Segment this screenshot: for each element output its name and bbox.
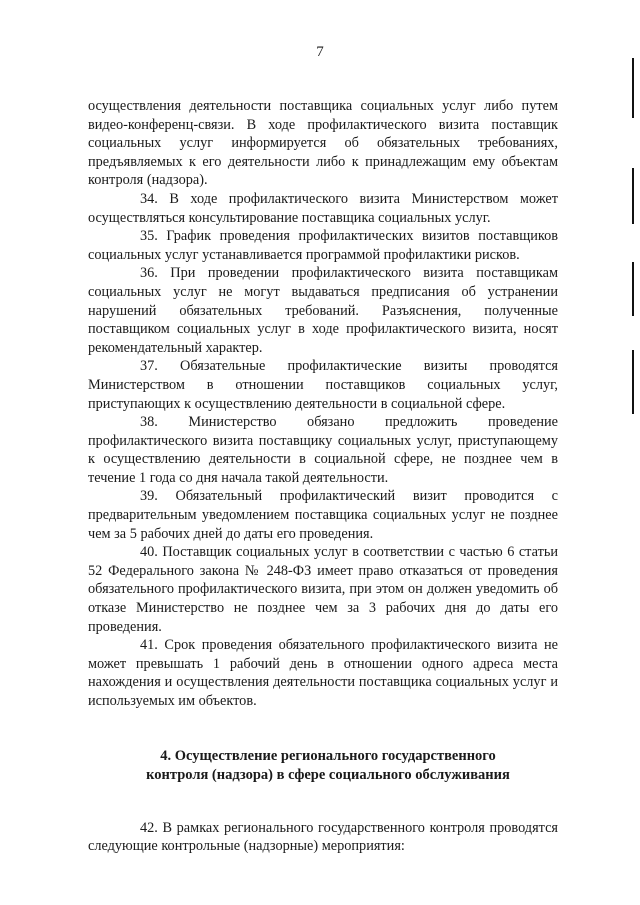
paragraph-40: 40. Поставщик социальных услуг в соответствии с частью 6 статьи 52 Федерального закона № 248-ФЗ имеет право отказаться от проведения обязательного профилактического визита, при этом он должен уведомить об отказе Министерство не позднее чем за 3 рабочих дня до даты его проведения. xyxy=(88,544,558,635)
paragraph-continuation: осуществления деятельности поставщика социальных услуг либо путем видео-конференц-связи. В ходе профилактического визита поставщик социальных услуг информируется об обязательных требованиях, предъявляемых к его деятельности либо к принадлежащим ему объектам контроля (надзора). xyxy=(88,98,558,189)
scan-edge-mark xyxy=(632,58,634,118)
paragraph-34: 34. В ходе профилактического визита Министерством может осуществляться консультирование поставщика социальных услуг. xyxy=(88,190,558,226)
paragraph-42: 42. В рамках регионального государственного контроля проводятся следующие контрольные (надзорные) мероприятия: xyxy=(88,819,558,855)
paragraph-39: 39. Обязательный профилактический визит проводится с предварительным уведомлением поставщика социальных услуг не позднее чем за 5 рабочих дней до даты его проведения. xyxy=(88,488,558,542)
paragraph-38: 38. Министерство обязано предложить проведение профилактического визита поставщику социальных услуг, приступающему к осуществлению деятельности в социальной сфере, не позднее чем в течение 1 года со дня начала такой деятельности. xyxy=(88,414,558,486)
paragraph-37: 37. Обязательные профилактические визиты проводятся Министерством в отношении поставщиков социальных услуг, приступающих к осуществлению деятельности в социальной сфере. xyxy=(88,358,558,412)
page-number: 7 xyxy=(316,44,324,60)
scan-edge-mark xyxy=(632,168,634,224)
section-heading-line-2: контроля (надзора) в сфере социального обслуживания xyxy=(146,766,510,783)
scan-edge-mark xyxy=(632,350,634,414)
paragraph-36: 36. При проведении профилактического визита поставщикам социальных услуг не могут выдаваться предписания об устранении нарушений обязательных требований. Разъяснения, полученные поставщиком социальных услуг в ходе профилактического визита, носят рекомендательный характер. xyxy=(88,265,558,356)
section-heading-line-1: 4. Осуществление регионального государственного xyxy=(160,747,496,764)
scan-edge-mark xyxy=(632,262,634,316)
document-body xyxy=(88,97,558,856)
section-heading xyxy=(88,747,558,785)
paragraph-35: 35. График проведения профилактических визитов поставщиков социальных услуг устанавливается программой профилактики рисков. xyxy=(88,228,558,263)
paragraph-41: 41. Срок проведения обязательного профилактического визита не может превышать 1 рабочий день в отношении одного адреса места нахождения и осуществления деятельности поставщика социальных услуг и используемых им объектов. xyxy=(88,637,558,709)
